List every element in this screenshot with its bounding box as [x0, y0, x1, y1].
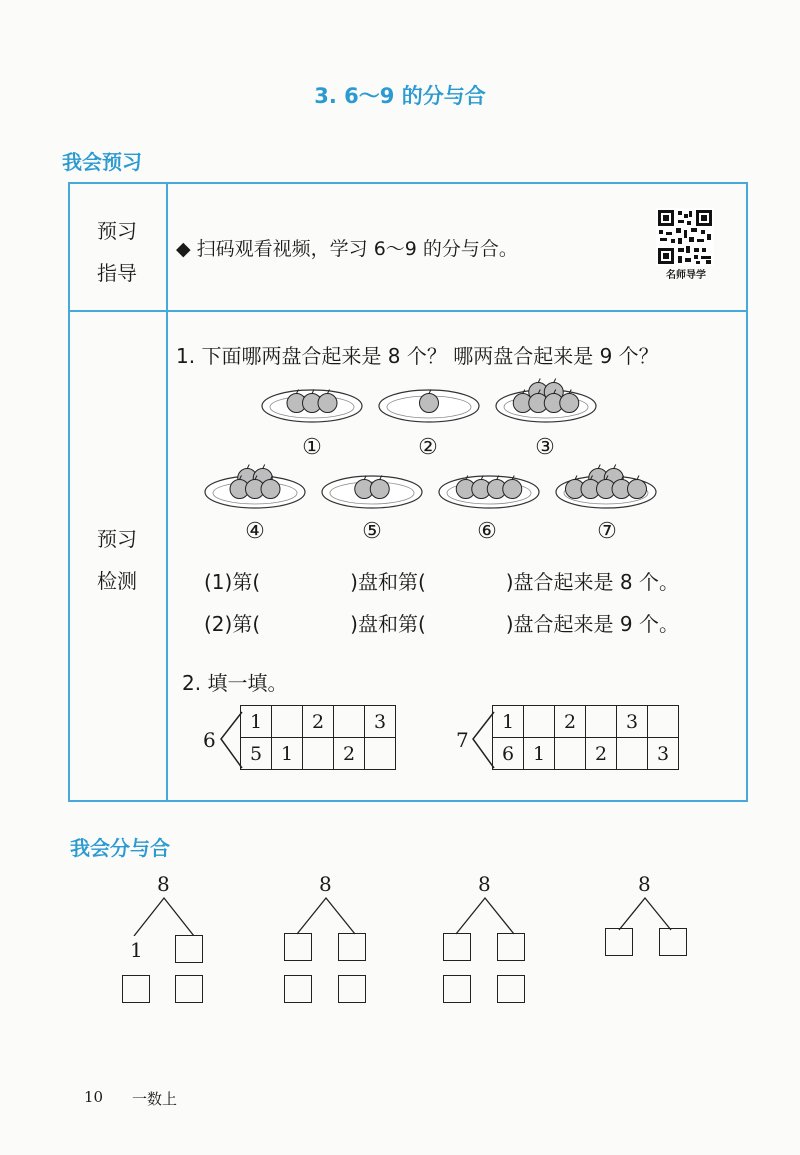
- plate-label-3: ③: [535, 435, 555, 460]
- plate-label-7: ⑦: [597, 519, 617, 544]
- table-cell: 1: [241, 706, 272, 738]
- plate-label-5: ⑤: [362, 519, 382, 544]
- tree-top-number: 8: [157, 872, 170, 896]
- plate-7: [556, 465, 656, 509]
- check-label-2: 检测: [97, 569, 137, 593]
- table-cell[interactable]: [272, 706, 303, 738]
- sub-question-2: (2)第( )盘和第( )盘合起来是 9 个。: [204, 612, 679, 636]
- section-preview-heading: 我会预习: [62, 150, 142, 174]
- page-number: 10: [84, 1088, 104, 1106]
- answer-box[interactable]: [175, 935, 203, 963]
- table-cell[interactable]: [524, 706, 555, 738]
- plate-4: [205, 465, 305, 509]
- orange-icon: [318, 394, 337, 413]
- table-cell: 2: [303, 706, 334, 738]
- split-tree-4: [603, 872, 693, 972]
- plate-3: [496, 379, 596, 423]
- table-cell: 6: [493, 738, 524, 770]
- table-cell[interactable]: [586, 706, 617, 738]
- plate-2: [379, 390, 479, 423]
- split-table-6: [240, 705, 396, 770]
- table-cell: 3: [617, 706, 648, 738]
- plate-label-4: ④: [245, 519, 265, 544]
- plate-6: [439, 476, 539, 509]
- split-table-7: [492, 705, 679, 770]
- table-cell[interactable]: [334, 706, 365, 738]
- tree-top-number: 8: [638, 872, 651, 896]
- table-cell: 3: [648, 738, 679, 770]
- answer-box[interactable]: [497, 975, 525, 1003]
- table-cell: 1: [524, 738, 555, 770]
- qr-caption: 名师导学: [666, 270, 706, 281]
- orange-icon: [628, 480, 647, 499]
- answer-box[interactable]: [338, 933, 366, 961]
- table-cell[interactable]: [303, 738, 334, 770]
- table-cell: 3: [365, 706, 396, 738]
- plate-label-6: ⑥: [477, 519, 497, 544]
- split-tree-1: [120, 872, 210, 1012]
- table-cell[interactable]: [365, 738, 396, 770]
- check-label-1: 预习: [97, 527, 137, 551]
- plate-1: [262, 390, 362, 423]
- table-cell[interactable]: [555, 738, 586, 770]
- split-tree-2: [283, 872, 373, 1012]
- tree-top-number: 8: [478, 872, 491, 896]
- plate-label-1: ①: [302, 435, 322, 460]
- guide-label-2: 指导: [97, 261, 137, 285]
- table-cell: 2: [586, 738, 617, 770]
- plate-5: [322, 476, 422, 509]
- plates-illustration: [0, 0, 800, 560]
- orange-icon: [370, 480, 389, 499]
- whole-number-6: 6: [203, 728, 216, 752]
- orange-icon: [503, 480, 522, 499]
- answer-box[interactable]: [175, 975, 203, 1003]
- table-cell[interactable]: [617, 738, 648, 770]
- plate-label-2: ②: [418, 435, 438, 460]
- answer-box[interactable]: [659, 928, 687, 956]
- table-cell[interactable]: [648, 706, 679, 738]
- orange-icon: [560, 394, 579, 413]
- answer-box[interactable]: [122, 975, 150, 1003]
- tree-left-value: 1: [130, 938, 143, 962]
- split-tree-3: [442, 872, 532, 1012]
- answer-box[interactable]: [443, 933, 471, 961]
- guide-instruction: 扫码观看视频，学习 6～9 的分与合。: [196, 238, 518, 260]
- guide-label-1: 预习: [97, 219, 137, 243]
- answer-box[interactable]: [443, 975, 471, 1003]
- sub-question-1: (1)第( )盘和第( )盘合起来是 8 个。: [204, 570, 679, 594]
- answer-box[interactable]: [497, 933, 525, 961]
- answer-box[interactable]: [284, 933, 312, 961]
- page-title: 3. 6～9 的分与合: [314, 84, 486, 108]
- table-cell: 1: [493, 706, 524, 738]
- table-cell: 5: [241, 738, 272, 770]
- question-2: 2. 填一填。: [182, 671, 288, 695]
- answer-box[interactable]: [605, 928, 633, 956]
- table-cell: 2: [555, 706, 586, 738]
- section-split-heading: 我会分与合: [70, 836, 170, 860]
- tree-top-number: 8: [319, 872, 332, 896]
- bullet-icon: ◆: [176, 238, 191, 260]
- table-cell: 2: [334, 738, 365, 770]
- question-1: 1. 下面哪两盘合起来是 8 个？ 哪两盘合起来是 9 个？: [176, 344, 659, 368]
- whole-number-7: 7: [456, 728, 469, 752]
- orange-icon: [261, 480, 280, 499]
- table-cell: 1: [272, 738, 303, 770]
- answer-box[interactable]: [284, 975, 312, 1003]
- book-label: 一数上: [132, 1090, 178, 1108]
- answer-box[interactable]: [338, 975, 366, 1003]
- orange-icon: [420, 394, 439, 413]
